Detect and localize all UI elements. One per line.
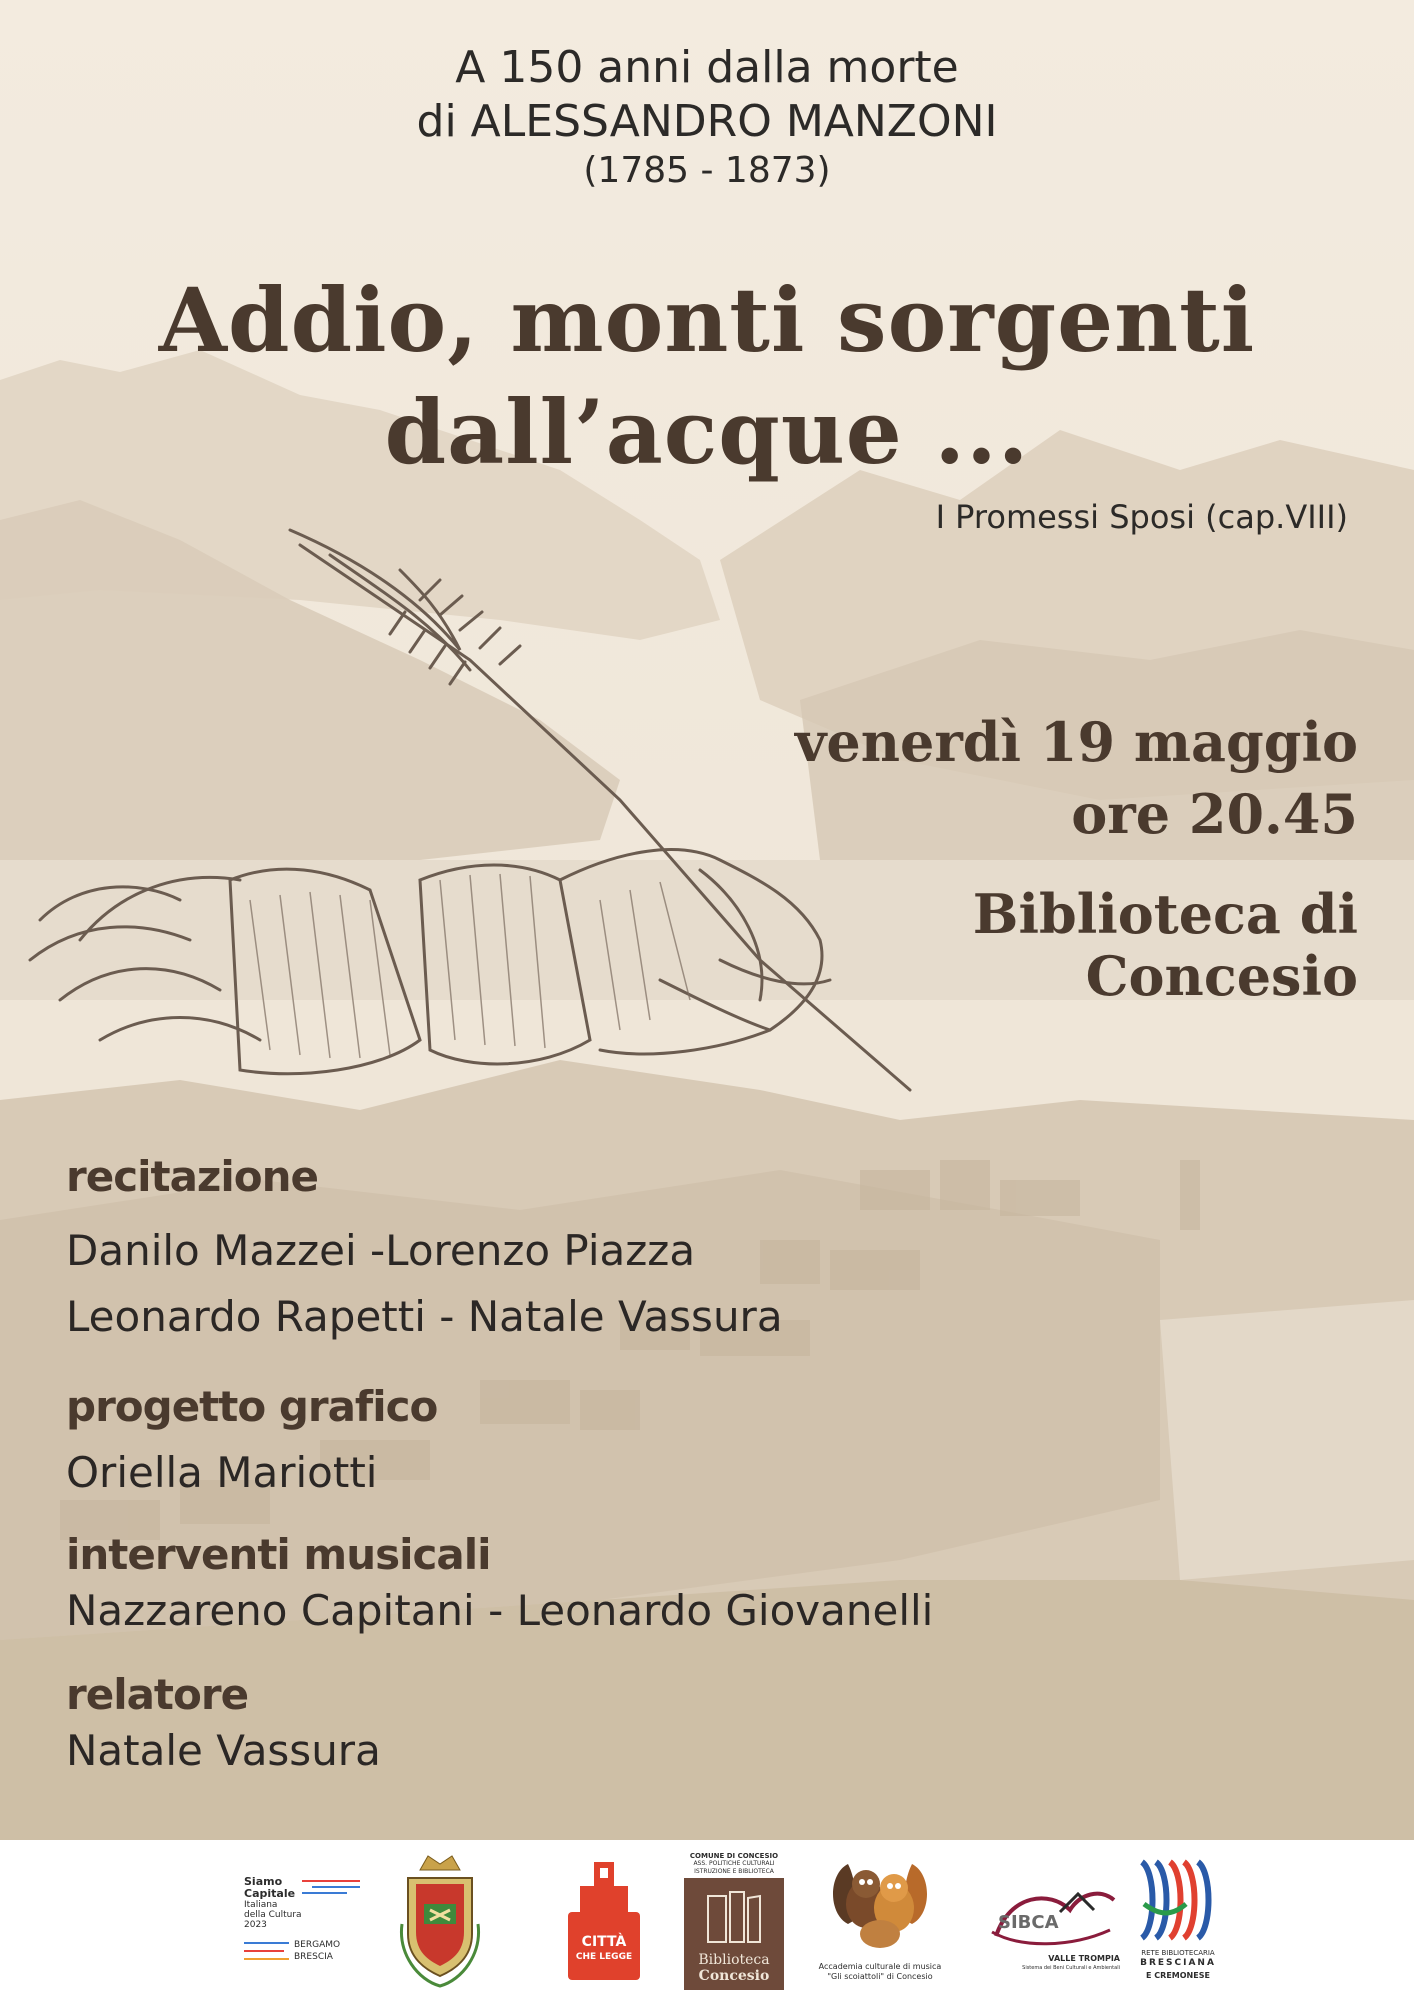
capitale-cultura-logo bbox=[244, 1876, 364, 1976]
title-line-2: dall’acque ... bbox=[384, 380, 1030, 484]
accademia-line-2: "Gli scoiattoli" di Concesio bbox=[827, 1972, 933, 1981]
title-line-1: Addio, monti sorgenti bbox=[158, 268, 1256, 372]
capitale-line-2: Capitale bbox=[244, 1887, 296, 1900]
sibca-logo bbox=[990, 1874, 1120, 1984]
credits-name-grafica: Oriella Mariotti bbox=[66, 1448, 378, 1497]
sibca-name: SIBCA bbox=[998, 1912, 1059, 1933]
capitale-stripes-icon bbox=[302, 1878, 362, 1900]
credits-name-relatore: Natale Vassura bbox=[66, 1726, 381, 1775]
citta-che-legge-line-1: CITTÀ bbox=[581, 1934, 627, 1950]
accademia-scoiattoli-logo bbox=[806, 1854, 954, 1994]
sponsor-logo-bar bbox=[0, 1840, 1414, 2000]
capitale-line-5: 2023 bbox=[244, 1920, 267, 1930]
credits-heading-recitazione: recitazione bbox=[66, 1152, 318, 1201]
squirrels-icon bbox=[828, 1854, 932, 1954]
credits-name-recitazione-2: Leonardo Rapetti - Natale Vassura bbox=[66, 1292, 783, 1341]
biblioteca-header-1: COMUNE DI CONCESIO bbox=[689, 1852, 779, 1860]
citta-che-legge-logo bbox=[566, 1862, 642, 1982]
rete-arcs-icon bbox=[1136, 1858, 1220, 1942]
rete-line-1: RETE BIBLIOTECARIA bbox=[1141, 1949, 1215, 1957]
biblioteca-name-1: Biblioteca bbox=[698, 1952, 770, 1968]
citta-che-legge-line-2: CHE LEGGE bbox=[575, 1952, 633, 1962]
intro-line-1: A 150 anni dalla morte bbox=[455, 42, 959, 93]
event-place-line-1: Biblioteca di bbox=[972, 882, 1358, 946]
event-place-line-2: Concesio bbox=[1085, 944, 1358, 1008]
credits-name-recitazione-1: Danilo Mazzei -Lorenzo Piazza bbox=[66, 1226, 696, 1275]
capitale-line-1: Siamo bbox=[244, 1875, 283, 1888]
intro-line-2: di ALESSANDRO MANZONI bbox=[416, 96, 998, 147]
credits-heading-relatore: relatore bbox=[66, 1670, 249, 1719]
credits-heading-musica: interventi musicali bbox=[66, 1530, 491, 1579]
biblioteca-header-2: ASS. POLITICHE CULTURALI bbox=[693, 1860, 775, 1867]
accademia-line-1: Accademia culturale di musica bbox=[818, 1962, 942, 1971]
intro-years: (1785 - 1873) bbox=[583, 150, 831, 191]
biblioteca-header-3: ISTRUZIONE E BIBLIOTECA bbox=[694, 1868, 774, 1875]
event-date: venerdì 19 maggio bbox=[795, 710, 1358, 774]
capitale-city-1: BERGAMO bbox=[294, 1940, 341, 1950]
rete-bibliotecaria-logo bbox=[1130, 1858, 1226, 1998]
credits-name-musica: Nazzareno Capitani - Leonardo Giovanelli bbox=[66, 1586, 934, 1635]
books-icon bbox=[706, 1890, 762, 1944]
credits-heading-grafica: progetto grafico bbox=[66, 1382, 438, 1431]
biblioteca-concesio-logo bbox=[684, 1852, 784, 1992]
capitale-line-3: Italiana bbox=[244, 1900, 278, 1910]
rete-line-2: BRESCIANA bbox=[1140, 1958, 1216, 1968]
citation: I Promessi Sposi (cap.VIII) bbox=[935, 498, 1348, 536]
capitale-city-2: BRESCIA bbox=[294, 1952, 333, 1962]
capitale-stripes-small-icon bbox=[244, 1940, 294, 1962]
sibca-line-2: Sistema dei Beni Culturali e Ambientali bbox=[1022, 1965, 1120, 1971]
citta-che-legge-icon bbox=[566, 1862, 642, 1982]
event-time: ore 20.45 bbox=[1071, 782, 1358, 846]
capitale-line-4: della Cultura bbox=[244, 1910, 302, 1920]
coat-of-arms-icon bbox=[398, 1854, 482, 1990]
biblioteca-name-2: Concesio bbox=[698, 1968, 770, 1984]
sibca-line-1: VALLE TROMPIA bbox=[1048, 1954, 1120, 1963]
rete-line-3: E CREMONESE bbox=[1146, 1971, 1210, 1980]
